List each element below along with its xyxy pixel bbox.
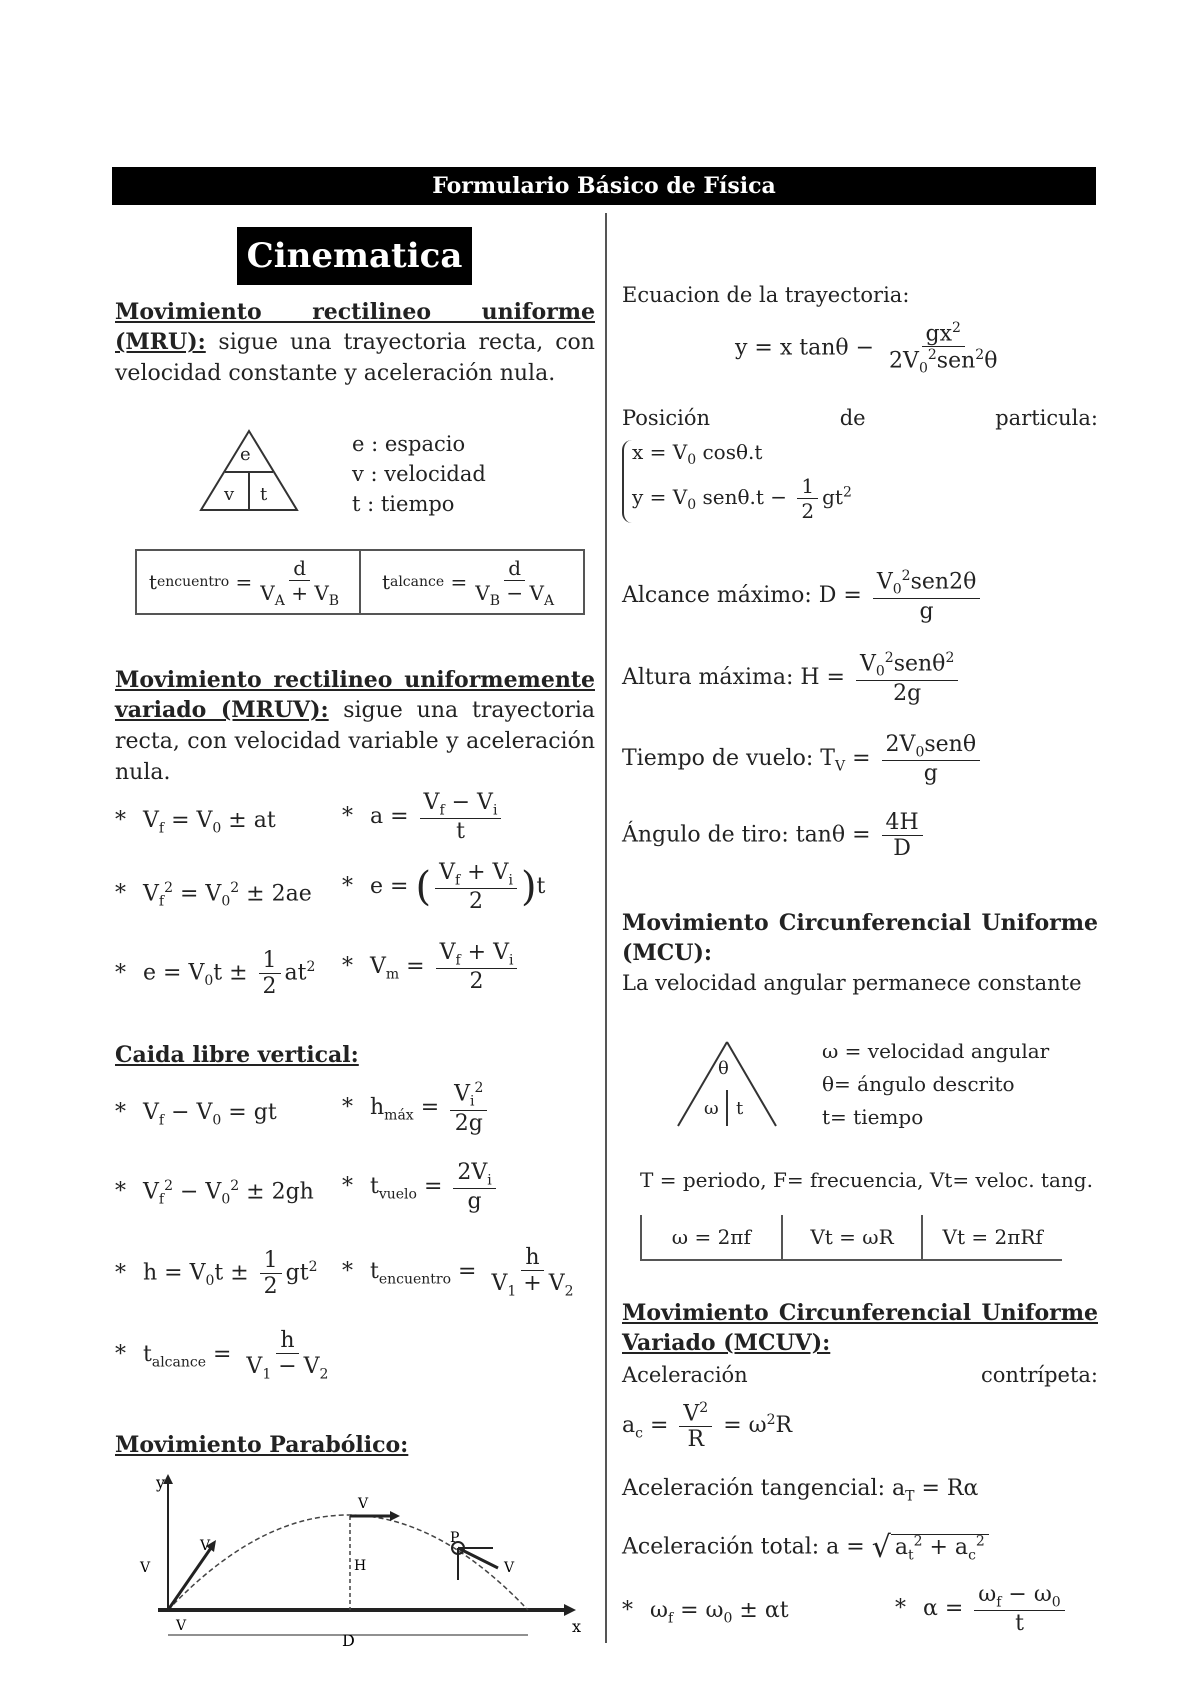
fraction [256, 556, 343, 609]
mruv-formula-3: * $V_f^2 = V_0^2 \pm 2ae$ [115, 880, 312, 910]
mruv-block [115, 665, 595, 788]
mru-text: sigue una trayectoria recta, con velocidad constante y aceleración nula. [115, 330, 595, 386]
numerator: d [289, 556, 310, 581]
mcu-text: La velocidad angular permanece constante [622, 971, 1082, 995]
y-axis-label: y [156, 1473, 166, 1492]
v-label: V [504, 1560, 515, 1576]
legend-espacio: e : espacio [352, 432, 466, 456]
tiempo-de-vuelo: Tiempo de vuelo: $T_V$ = $\frac{2V_0sen\theta}{g}$ [622, 732, 984, 786]
range-label: D [342, 1631, 355, 1650]
angulo-de-tiro: Ángulo de tiro: tanθ = $\frac{4H}{D}$ [622, 810, 927, 861]
column-divider [605, 213, 607, 1643]
posicion-system [622, 440, 852, 523]
mru-legend [352, 429, 486, 519]
parabolic-motion-diagram [128, 1470, 588, 1650]
mruv-formula-4: * e = ( $\frac{V_f + V_i}{2}$ )t [342, 860, 546, 915]
caida-formula-2: * $h_{máx}$ = $\frac{V_i^2}{2g}$ [342, 1080, 491, 1136]
mruv-text: sigue una trayectoria recta, con velocidad variable y aceleración nula. [115, 698, 595, 785]
triangle-label-t: t [260, 484, 268, 505]
mcuv-heading: Movimiento Circunferencial Uniforme Variado (MCUV): [622, 1300, 1098, 1356]
numerator: d [504, 556, 525, 581]
trayectoria-formula: y = x tanθ − $\frac{gx^2}{2V_0^2sen^2\theta}$ [735, 320, 998, 378]
mruv-formula-5: * $e = V_0t$ ± $\frac{1}{2}$ $at^2$ [115, 948, 316, 999]
mruv-formula-2: * a = $\frac{V_f - V_i}{t}$ [342, 790, 505, 844]
caida-formula-3: * $V_f^2 - V_0^2 \pm 2gh$ [115, 1178, 314, 1208]
mcu-legend [822, 1035, 1049, 1134]
t-subscript: encuentro [156, 574, 230, 590]
posicion-heading: Posición de particula: [622, 406, 1098, 430]
vx-top-label: V [358, 1496, 369, 1512]
mcu-table-cell-1: ω = 2πf [671, 1225, 751, 1249]
cone-label-omega: ω [704, 1098, 719, 1119]
mcuv-formula-alpha: * α = $\frac{\omega_f - \omega_0}{t}$ [895, 1582, 1069, 1636]
v0x-label: V [176, 1618, 187, 1634]
cone-label-t: t [736, 1098, 744, 1119]
mcu-block [622, 908, 1098, 998]
mcu-table [640, 1215, 1062, 1261]
mcu-heading: Movimiento Circunferencial Uniforme (MCU): [622, 910, 1098, 966]
parabolico-heading: Movimiento Parabólico: [115, 1432, 409, 1458]
height-label: H [354, 1558, 367, 1574]
mcuv-formula-total: Aceleración total: a = √ $a_t^2 + a_c^2$ [622, 1530, 989, 1565]
mcu-note: T = periodo, F= frecuencia, Vt= veloc. tang. [640, 1168, 1093, 1192]
posicion-y: $y = V_0$ senθ.t − $\frac{1}{2}$ $gt^2$ [632, 474, 852, 523]
caida-formula-7: * $t_{alcance}$ = $\frac{h}{V_1 - V_2}$ [115, 1328, 329, 1383]
v0-label: V [200, 1538, 211, 1554]
triangle-label-e: e [240, 444, 251, 465]
mcuv-formula-centripeta: $a_c$ = $\frac{V^2}{R}$ = $\omega^2R$ [622, 1400, 793, 1453]
legend-velocidad-angular: ω = velocidad angular [822, 1039, 1050, 1063]
legend-velocidad: v : velocidad [352, 462, 486, 486]
mcu-table-cell-2: Vt = ωR [781, 1215, 922, 1259]
document-title: Formulario Básico de Física [112, 167, 1096, 205]
mruv-formula-6: * $V_m$ = $\frac{V_f + V_i}{2}$ [342, 940, 521, 994]
cone-label-theta: θ [718, 1058, 729, 1079]
altura-maxima: Altura máxima: H = $\frac{V_0^2sen\theta^2}{2g}$ [622, 650, 962, 706]
p-label: P [450, 1530, 460, 1546]
mruv-formula-1: * $V_f = V_0$ ± at [115, 808, 276, 837]
caida-formula-1: * $V_f - V_0$ = gt [115, 1100, 277, 1129]
caida-heading: Caida libre vertical: [115, 1042, 359, 1068]
t-subscript: alcance [389, 574, 445, 590]
x-axis-label: x [572, 1617, 582, 1636]
mcuv-formula-tangencial: Aceleración tangencial: $a_T = R\alpha$ [622, 1476, 979, 1505]
mcu-angle-diagram [672, 1038, 782, 1130]
mru-heading: Movimiento rectilineo uniforme (MRU): [115, 299, 595, 355]
alcance-maximo: Alcance máximo: D = $\frac{V_0^2sen2\theta}{g}$ [622, 568, 984, 624]
mcu-table-cell-3: Vt = 2πRf [921, 1215, 1062, 1259]
legend-tiempo-mcu: t= tiempo [822, 1105, 924, 1129]
fraction [471, 556, 558, 609]
mru-table-alcance: t alcance = $\frac{d}{V_B - V_A}$ [359, 551, 583, 613]
mcuv-acc-centripeta-label: Aceleración contrípeta: [622, 1363, 1098, 1387]
caida-formula-6: * $t_{encuentro}$ = $\frac{h}{V_1 + V_2}$ [342, 1245, 574, 1300]
mru-triangle-diagram [198, 428, 300, 514]
legend-angulo-descrito: θ= ángulo descrito [822, 1072, 1015, 1096]
trayectoria-heading: Ecuacion de la trayectoria: [622, 283, 910, 307]
mcuv-formula-omega: * $\omega_f = \omega_0 \pm \alpha t$ [622, 1598, 789, 1627]
t-symbol: t [381, 570, 390, 594]
posicion-x: $x = V_0$ cosθ.t [632, 440, 763, 468]
mru-block [115, 297, 595, 389]
mru-table [135, 549, 585, 615]
denominator: $V_B - V_A$ [475, 580, 555, 609]
mru-table-encuentro: t encuentro = $\frac{d}{V_A + V_B}$ [137, 551, 359, 613]
triangle-label-v: v [224, 484, 235, 505]
mruv-heading: Movimiento rectilineo uniformemente variado (MRUV): [115, 667, 595, 723]
caida-formula-4: * $t_{vuelo}$ = $\frac{2V_i}{g}$ [342, 1160, 500, 1214]
legend-tiempo: t : tiempo [352, 492, 455, 516]
t-symbol: t [148, 570, 157, 594]
v0y-label: V [140, 1560, 151, 1576]
denominator: $V_A + V_B$ [260, 580, 340, 609]
caida-formula-5: * $h = V_0t$ ± $\frac{1}{2}$ $gt^2$ [115, 1248, 318, 1299]
section-title-cinematica: Cinematica [237, 227, 472, 285]
